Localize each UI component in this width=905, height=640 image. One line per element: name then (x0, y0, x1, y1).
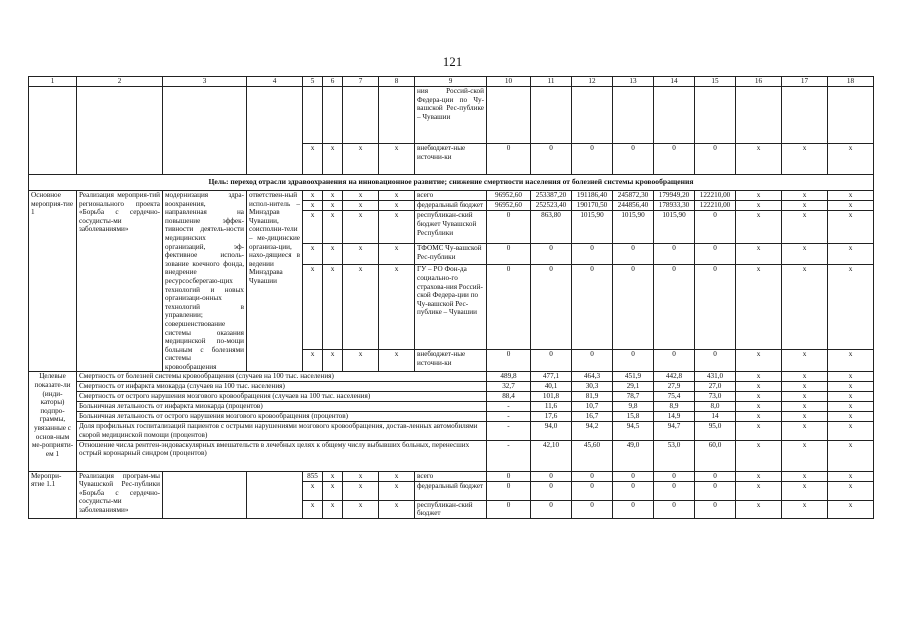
cell: x (343, 191, 379, 201)
event-title: Реализация мероприя-тий регионального проекта «Борьба с сердечно-сосудисты-ми заболеваниями» (77, 191, 163, 372)
goal-text: Цель: переход отрасли здравоохранения на инновационное развитие; снижение смертности населения от болезней системы кровообращения (29, 175, 874, 191)
indicator-text: Больничная летальность от острого нарушения мозгового кровообращения (процентов) (77, 412, 487, 422)
value-cell: 0 (531, 471, 572, 481)
value-cell: x (736, 211, 782, 244)
value-cell: x (828, 201, 874, 211)
cell: x (343, 243, 379, 264)
col-header: 15 (695, 77, 736, 87)
value-cell: 179949,20 (654, 191, 695, 201)
value-cell: 0 (613, 481, 654, 500)
col-header: 10 (487, 77, 531, 87)
cell: x (323, 243, 343, 264)
value-cell: 0 (531, 243, 572, 264)
col-header: 7 (343, 77, 379, 87)
value-cell: 0 (531, 350, 572, 372)
value-cell: x (736, 402, 782, 412)
value-cell: 0 (613, 265, 654, 350)
value-cell: x (782, 372, 828, 382)
value-cell: 0 (487, 211, 531, 244)
value-cell: 252523,40 (531, 201, 572, 211)
value-cell: 0 (487, 481, 531, 500)
value-cell: - (487, 440, 531, 471)
col-header: 11 (531, 77, 572, 87)
value-cell: x (828, 412, 874, 422)
cell: x (379, 243, 415, 264)
value-cell: x (736, 372, 782, 382)
value-cell: x (782, 392, 828, 402)
col-header: 18 (828, 77, 874, 87)
value-cell: x (736, 243, 782, 264)
value-cell: 96952,60 (487, 201, 531, 211)
value-cell: 88,4 (487, 392, 531, 402)
value-cell: x (782, 243, 828, 264)
cell: x (323, 191, 343, 201)
value-cell: x (736, 481, 782, 500)
value-cell: 81,9 (572, 392, 613, 402)
cell: x (379, 211, 415, 244)
value-cell: 0 (695, 243, 736, 264)
funding-source: ния Россий-ской Федера-ции по Чу-вашской Рес-публике – Чувашии (415, 87, 487, 144)
cell (323, 87, 343, 144)
value-cell: x (828, 440, 874, 471)
cell: x (323, 471, 343, 481)
value-cell: 0 (572, 481, 613, 500)
cell: x (343, 201, 379, 211)
value-cell: x (828, 500, 874, 518)
cell: x (343, 350, 379, 372)
cell: x (323, 144, 343, 175)
funding-source: всего (415, 191, 487, 201)
value-cell: 863,80 (531, 211, 572, 244)
value-cell: x (782, 471, 828, 481)
cell (379, 87, 415, 144)
value-cell: 1015,90 (572, 211, 613, 244)
value-cell: x (736, 440, 782, 471)
value-cell: x (736, 265, 782, 350)
cell: x (343, 144, 379, 175)
indicator-row (29, 372, 874, 382)
value-cell: 0 (572, 500, 613, 518)
value-cell: 101,8 (531, 392, 572, 402)
value-cell: - (487, 412, 531, 422)
cell: x (343, 500, 379, 518)
indicator-text: Доля профильных госпитализаций пациентов с острыми нарушениями мозгового кровообращения, достав-ленных автомобилями скорой медицинской помощи (процентов) (77, 422, 487, 440)
value-cell: 0 (695, 481, 736, 500)
cell: x (343, 211, 379, 244)
funding-source: федеральный бюджет (415, 481, 487, 500)
cell: x (303, 481, 323, 500)
indicator-row (29, 440, 874, 471)
value-cell: 0 (695, 471, 736, 481)
page-number: 121 (442, 54, 463, 69)
cell (613, 87, 654, 144)
indicator-row (29, 392, 874, 402)
cell: x (343, 471, 379, 481)
cell: x (303, 144, 323, 175)
value-cell: x (828, 243, 874, 264)
table-row (29, 87, 874, 144)
value-cell: x (782, 211, 828, 244)
value-cell: 0 (613, 471, 654, 481)
col-header: 2 (77, 77, 163, 87)
cell (695, 87, 736, 144)
goal-row (29, 175, 874, 191)
col-header: 1 (29, 77, 77, 87)
value-cell: 122210,00 (695, 191, 736, 201)
value-cell: x (828, 392, 874, 402)
responsible-executor: ответствен-ный испол-нитель – Минздрав Чувашии, соисполни-тели – ме-дицинские организа-ции, нахо-дящиеся в ведении Минздрава Чувашии (247, 191, 303, 372)
value-cell: 0 (572, 350, 613, 372)
cell: x (323, 481, 343, 500)
value-cell: 45,60 (572, 440, 613, 471)
value-cell: 190170,50 (572, 201, 613, 211)
value-cell: x (736, 382, 782, 392)
cell: 855 (303, 471, 323, 481)
col-header: 5 (303, 77, 323, 87)
value-cell: 1015,90 (654, 211, 695, 244)
cell: x (343, 265, 379, 350)
value-cell: 0 (572, 243, 613, 264)
value-cell: x (736, 201, 782, 211)
cell: x (303, 191, 323, 201)
cell (163, 471, 247, 518)
value-cell: 489,8 (487, 372, 531, 382)
value-cell: x (828, 372, 874, 382)
col-header: 9 (415, 77, 487, 87)
value-cell: x (736, 392, 782, 402)
cell (303, 87, 323, 144)
indicator-text: Отношение числа рентген-эндоваскулярных вмешательств в лечебных целях к общему числу выбывших больных, перенесших острый коронарный синдром (процентов) (77, 440, 487, 471)
value-cell: x (736, 412, 782, 422)
cell (247, 471, 303, 518)
value-cell: 0 (531, 144, 572, 175)
indicator-row (29, 382, 874, 392)
value-cell: 0 (572, 471, 613, 481)
cell: x (323, 500, 343, 518)
cell: x (379, 265, 415, 350)
col-header: 13 (613, 77, 654, 87)
value-cell: 16,7 (572, 412, 613, 422)
col-header: 4 (247, 77, 303, 87)
cell (163, 87, 247, 175)
funding-source: республикан-ский бюджет Чувашской Республики (415, 211, 487, 244)
value-cell: x (828, 191, 874, 201)
event-number: Меропри-ятие 1.1 (29, 471, 77, 518)
cell: x (323, 201, 343, 211)
value-cell: 9,8 (613, 402, 654, 412)
value-cell: 0 (613, 500, 654, 518)
value-cell: x (782, 144, 828, 175)
budget-table (28, 76, 874, 519)
cell: x (303, 243, 323, 264)
value-cell: 95,0 (695, 422, 736, 440)
value-cell: 94,7 (654, 422, 695, 440)
funding-source: ТФОМС Чу-вашской Рес-публики (415, 243, 487, 264)
value-cell: 178933,30 (654, 201, 695, 211)
cell: x (323, 211, 343, 244)
value-cell: 451,9 (613, 372, 654, 382)
value-cell: x (736, 500, 782, 518)
value-cell: 0 (654, 243, 695, 264)
value-cell: x (782, 412, 828, 422)
table-row (29, 191, 874, 201)
cell (29, 87, 77, 175)
value-cell: 253387,20 (531, 191, 572, 201)
value-cell: 244856,40 (613, 201, 654, 211)
cell: x (303, 265, 323, 350)
value-cell: 96952,60 (487, 191, 531, 201)
event-number: Основное мероприя-тие 1 (29, 191, 77, 372)
value-cell: x (828, 481, 874, 500)
cell: x (379, 500, 415, 518)
value-cell: x (782, 500, 828, 518)
cell (247, 87, 303, 175)
value-cell: x (782, 422, 828, 440)
value-cell: 0 (487, 350, 531, 372)
cell: x (343, 481, 379, 500)
value-cell: 0 (654, 350, 695, 372)
value-cell: x (828, 402, 874, 412)
value-cell: 442,8 (654, 372, 695, 382)
cell (736, 87, 782, 144)
value-cell: x (828, 144, 874, 175)
value-cell: 0 (613, 243, 654, 264)
funding-source: внебюджет-ные источни-ки (415, 144, 487, 175)
indicators-label: Целевые показате-ли (инди-каторы) подпро-граммы, увязанные с основ-ным ме-роприяти-ем 1 (29, 372, 77, 471)
value-cell: 27,0 (695, 382, 736, 392)
cell: x (379, 144, 415, 175)
value-cell: 0 (654, 144, 695, 175)
cell: x (303, 201, 323, 211)
value-cell: x (736, 350, 782, 372)
indicator-row (29, 412, 874, 422)
value-cell: 0 (613, 350, 654, 372)
funding-source: республикан-ский бюджет (415, 500, 487, 518)
value-cell: 122210,00 (695, 201, 736, 211)
cell (77, 87, 163, 175)
value-cell: 75,4 (654, 392, 695, 402)
value-cell: 1015,90 (613, 211, 654, 244)
value-cell: 32,7 (487, 382, 531, 392)
value-cell: 10,7 (572, 402, 613, 412)
value-cell: x (736, 471, 782, 481)
value-cell: 14,9 (654, 412, 695, 422)
cell (828, 87, 874, 144)
cell: x (379, 191, 415, 201)
value-cell: 0 (654, 471, 695, 481)
cell: x (379, 471, 415, 481)
value-cell: 0 (531, 265, 572, 350)
value-cell: 0 (531, 500, 572, 518)
cell: x (303, 350, 323, 372)
indicator-text: Больничная летальность от инфаркта миокарда (процентов) (77, 402, 487, 412)
value-cell: 14 (695, 412, 736, 422)
value-cell: x (782, 350, 828, 372)
cell (782, 87, 828, 144)
cell (531, 87, 572, 144)
value-cell: 73,0 (695, 392, 736, 402)
cell: x (303, 211, 323, 244)
value-cell: 53,0 (654, 440, 695, 471)
cell (572, 87, 613, 144)
cell (654, 87, 695, 144)
indicator-text: Смертность от инфаркта миокарда (случаев на 100 тыс. населения) (77, 382, 487, 392)
value-cell: 78,7 (613, 392, 654, 402)
value-cell: 8,9 (654, 402, 695, 412)
indicator-row (29, 422, 874, 440)
value-cell: x (782, 440, 828, 471)
value-cell: 94,0 (531, 422, 572, 440)
value-cell: 0 (531, 481, 572, 500)
cell (343, 87, 379, 144)
value-cell: 40,1 (531, 382, 572, 392)
value-cell: x (828, 265, 874, 350)
value-cell: 0 (695, 211, 736, 244)
value-cell: 0 (487, 243, 531, 264)
col-header: 3 (163, 77, 247, 87)
value-cell: 94,2 (572, 422, 613, 440)
value-cell: 0 (487, 265, 531, 350)
cell: x (379, 201, 415, 211)
indicator-text: Смертность от болезней системы кровообращения (случаев на 100 тыс. населения) (77, 372, 487, 382)
table-row (29, 471, 874, 481)
cell: x (379, 350, 415, 372)
cell (487, 87, 531, 144)
value-cell: 30,3 (572, 382, 613, 392)
value-cell: 8,0 (695, 402, 736, 412)
value-cell: 15,8 (613, 412, 654, 422)
value-cell: 29,1 (613, 382, 654, 392)
value-cell: x (782, 191, 828, 201)
value-cell: 94,5 (613, 422, 654, 440)
value-cell: 60,0 (695, 440, 736, 471)
value-cell: 0 (695, 265, 736, 350)
value-cell: 0 (572, 265, 613, 350)
value-cell: 27,9 (654, 382, 695, 392)
value-cell: 0 (613, 144, 654, 175)
value-cell: 464,3 (572, 372, 613, 382)
value-cell: 431,0 (695, 372, 736, 382)
funding-source: внебюджет-ные источни-ки (415, 350, 487, 372)
value-cell: x (782, 402, 828, 412)
value-cell: 0 (487, 471, 531, 481)
value-cell: 0 (487, 500, 531, 518)
value-cell: x (828, 211, 874, 244)
event-description: модернизация здра-воохранения, направленная на повышение эффек-тивности деятель-ности медицинских организаций, эф-фективное исполь-зование коечного фонда, внедрение ресурсосберегаю-щих технологий и новых организаци-онных технологий в управлении; совершенствование системы оказания медицинской по-мощи больным с болезнями системы кровообращения (163, 191, 247, 372)
value-cell: 0 (572, 144, 613, 175)
cell: x (379, 481, 415, 500)
value-cell: x (782, 201, 828, 211)
col-header: 14 (654, 77, 695, 87)
value-cell: x (828, 471, 874, 481)
value-cell: 191186,40 (572, 191, 613, 201)
indicator-text: Смертность от острого нарушения мозгового кровообращения (случаев на 100 тыс. населения) (77, 392, 487, 402)
value-cell: x (736, 422, 782, 440)
value-cell: 0 (654, 500, 695, 518)
value-cell: x (828, 422, 874, 440)
event-title: Реализация програм-мы Чувашской Рес-публики «Борьба с сердечно-сосудисты-ми заболеваниями» (77, 471, 163, 518)
value-cell: 17,6 (531, 412, 572, 422)
value-cell: 0 (695, 350, 736, 372)
header-row (29, 77, 874, 87)
value-cell: 245872,30 (613, 191, 654, 201)
value-cell: x (782, 265, 828, 350)
value-cell: 11,6 (531, 402, 572, 412)
indicator-row (29, 402, 874, 412)
col-header: 16 (736, 77, 782, 87)
value-cell: x (782, 481, 828, 500)
cell: x (323, 350, 343, 372)
value-cell: 477,1 (531, 372, 572, 382)
col-header: 17 (782, 77, 828, 87)
value-cell: x (828, 382, 874, 392)
col-header: 12 (572, 77, 613, 87)
cell: x (303, 500, 323, 518)
funding-source: всего (415, 471, 487, 481)
value-cell: x (736, 144, 782, 175)
funding-source: федеральный бюджет (415, 201, 487, 211)
value-cell: x (782, 382, 828, 392)
value-cell: 0 (487, 144, 531, 175)
value-cell: x (828, 350, 874, 372)
value-cell: 42,10 (531, 440, 572, 471)
value-cell: 0 (695, 144, 736, 175)
value-cell: 0 (695, 500, 736, 518)
cell: x (323, 265, 343, 350)
value-cell: 0 (654, 265, 695, 350)
value-cell: x (736, 191, 782, 201)
col-header: 6 (323, 77, 343, 87)
value-cell: - (487, 422, 531, 440)
value-cell: - (487, 402, 531, 412)
col-header: 8 (379, 77, 415, 87)
value-cell: 0 (654, 481, 695, 500)
value-cell: 49,0 (613, 440, 654, 471)
funding-source: ГУ – РО Фон-да социально-го страхова-ния Россий-ской Федера-ции по Чу-вашской Рес-публике – Чувашии (415, 265, 487, 350)
